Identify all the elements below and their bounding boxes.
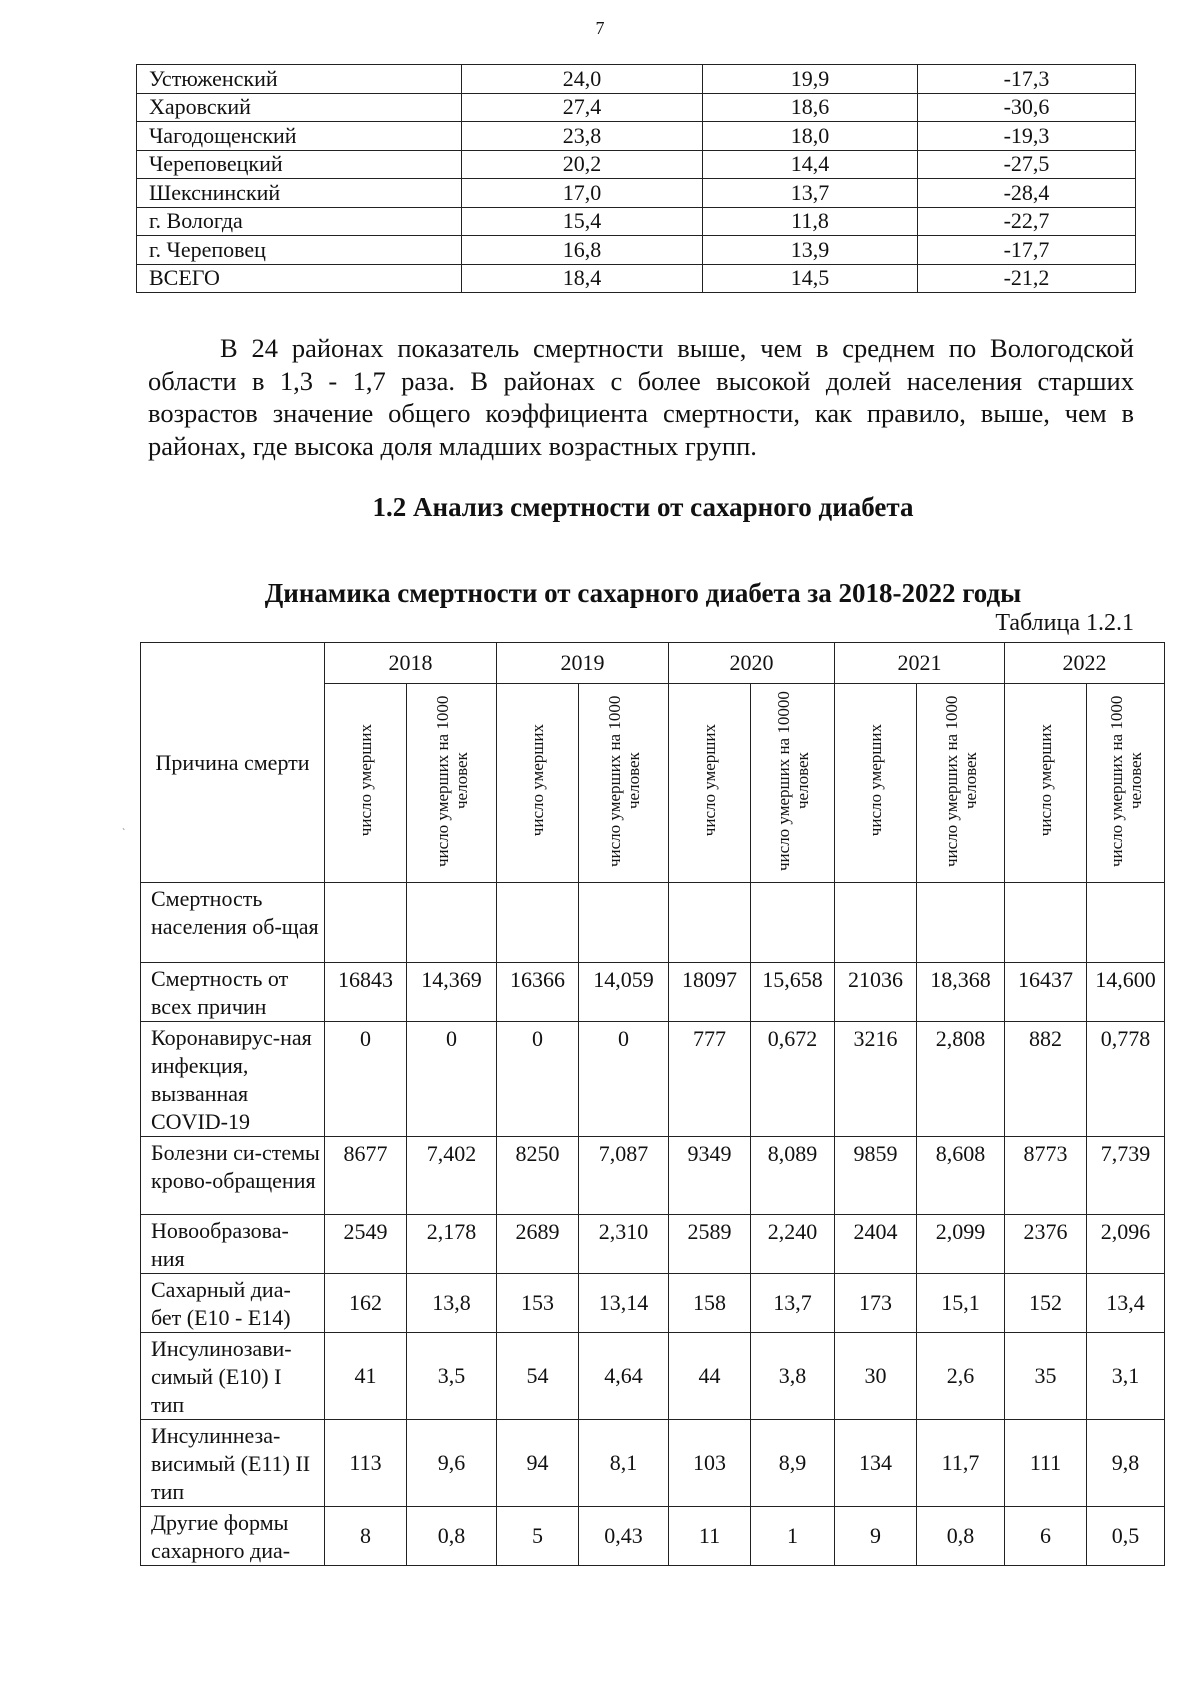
value-cell: 8,9 (751, 1420, 835, 1507)
cause-cell: Смертность населения об-щая (141, 883, 325, 963)
table-cell: 19,9 (703, 65, 918, 94)
sub-header-label: число умерших (866, 724, 885, 837)
year-header: 2018 (325, 643, 497, 684)
sub-header (407, 684, 497, 883)
value-cell: 8677 (325, 1137, 407, 1215)
table-cell: -30,6 (918, 93, 1136, 122)
year-header: 2022 (1005, 643, 1165, 684)
year-header: 2021 (835, 643, 1005, 684)
diabetes-table-body (141, 883, 1165, 1566)
sub-header-label: число умерших (700, 724, 719, 837)
sub-header (751, 684, 835, 883)
value-cell: 16437 (1005, 963, 1087, 1022)
value-cell: 8 (325, 1507, 407, 1566)
value-cell: 2,240 (751, 1215, 835, 1274)
table-cell: -19,3 (918, 122, 1136, 151)
value-cell: 15,1 (917, 1274, 1005, 1333)
value-cell: 2549 (325, 1215, 407, 1274)
table-title: Динамика смертности от сахарного диабета за 2018-2022 годы (264, 578, 1022, 608)
value-cell (497, 883, 579, 963)
cause-cell: Инсулиннеза-висимый (Е11) II тип (141, 1420, 325, 1507)
value-cell: 2,099 (917, 1215, 1005, 1274)
value-cell: 9,8 (1087, 1420, 1165, 1507)
value-cell (1087, 883, 1165, 963)
value-cell: 0,8 (407, 1507, 497, 1566)
value-cell: 11,7 (917, 1420, 1005, 1507)
page-number: 7 (595, 18, 605, 38)
value-cell: 113 (325, 1420, 407, 1507)
value-cell: 18,368 (917, 963, 1005, 1022)
value-cell: 18097 (669, 963, 751, 1022)
cause-cell: Другие формы сахарного диа- (141, 1507, 325, 1566)
year-header: 2019 (497, 643, 669, 684)
table-row (141, 1137, 1165, 1215)
value-cell: 44 (669, 1333, 751, 1420)
table-row (141, 1274, 1165, 1333)
value-cell: 3,8 (751, 1333, 835, 1420)
value-cell (407, 883, 497, 963)
value-cell: 11 (669, 1507, 751, 1566)
table-cell: 16,8 (462, 236, 703, 265)
sub-header (669, 684, 751, 883)
table-cell: 13,9 (703, 236, 918, 265)
value-cell: 7,087 (579, 1137, 669, 1215)
value-cell: 6 (1005, 1507, 1087, 1566)
sub-header-label: число умерших на 1000 человек (941, 694, 980, 867)
value-cell (751, 883, 835, 963)
value-cell: 5 (497, 1507, 579, 1566)
district-mortality-table (136, 64, 1136, 293)
value-cell: 2404 (835, 1215, 917, 1274)
value-cell: 103 (669, 1420, 751, 1507)
value-cell: 4,64 (579, 1333, 669, 1420)
table-cell: 15,4 (462, 207, 703, 236)
value-cell: 13,8 (407, 1274, 497, 1333)
table-row (141, 963, 1165, 1022)
cause-cell: Сахарный диа-бет (Е10 - Е14) (141, 1274, 325, 1333)
value-cell: 0 (407, 1022, 497, 1137)
value-cell: 0,43 (579, 1507, 669, 1566)
table-row (137, 150, 1136, 179)
value-cell: 134 (835, 1420, 917, 1507)
sub-header-label: число умерших на 10000 человек (773, 690, 812, 871)
table-cell: -22,7 (918, 207, 1136, 236)
value-cell: 882 (1005, 1022, 1087, 1137)
value-cell: 8773 (1005, 1137, 1087, 1215)
table-row (137, 179, 1136, 208)
value-cell: 2376 (1005, 1215, 1087, 1274)
value-cell: 15,658 (751, 963, 835, 1022)
table-row (141, 1420, 1165, 1507)
value-cell: 0 (497, 1022, 579, 1137)
district-name: г. Череповец (137, 236, 462, 265)
table-cell: 24,0 (462, 65, 703, 94)
value-cell: 162 (325, 1274, 407, 1333)
table-cell: 23,8 (462, 122, 703, 151)
value-cell: 2,6 (917, 1333, 1005, 1420)
table-cell: -17,3 (918, 65, 1136, 94)
sub-header-label: число умерших (356, 724, 375, 837)
body-paragraph: В 24 районах показатель смертности выше, чем в среднем по Вологодской области в 1,3 - 1,7 раза. В районах с более высокой долей населения старших возрастов значение общего коэффициента смертности, как правило, выше, чем в районах, где высока доля младших возрастных групп. (148, 333, 1134, 461)
value-cell: 153 (497, 1274, 579, 1333)
table-cell: -17,7 (918, 236, 1136, 265)
district-name: Чагодощенский (137, 122, 462, 151)
value-cell (579, 883, 669, 963)
table-row (137, 264, 1136, 293)
cause-cell: Инсулинозави-симый (Е10) I тип (141, 1333, 325, 1420)
value-cell: 777 (669, 1022, 751, 1137)
value-cell: 94 (497, 1420, 579, 1507)
year-header: 2020 (669, 643, 835, 684)
sub-header (1087, 684, 1165, 883)
table-row (141, 1215, 1165, 1274)
table-number: Таблица 1.2.1 (995, 610, 1134, 636)
cause-header: Причина смерти (141, 643, 325, 883)
table-cell: 18,4 (462, 264, 703, 293)
sub-header (835, 684, 917, 883)
sub-header-label: число умерших (528, 724, 547, 837)
value-cell: 13,7 (751, 1274, 835, 1333)
table-row (137, 122, 1136, 151)
sub-header-label: число умерших на 1000 человек (432, 694, 471, 867)
sub-header-label: число умерших (1036, 724, 1055, 837)
table-cell: 11,8 (703, 207, 918, 236)
value-cell (325, 883, 407, 963)
table-cell: 27,4 (462, 93, 703, 122)
cause-cell: Новообразова-ния (141, 1215, 325, 1274)
value-cell: 152 (1005, 1274, 1087, 1333)
table-row (137, 93, 1136, 122)
value-cell: 9349 (669, 1137, 751, 1215)
value-cell: 16843 (325, 963, 407, 1022)
value-cell: 3,5 (407, 1333, 497, 1420)
value-cell: 9,6 (407, 1420, 497, 1507)
value-cell: 7,739 (1087, 1137, 1165, 1215)
table-cell: 14,5 (703, 264, 918, 293)
value-cell (669, 883, 751, 963)
cause-cell: Коронавирус-ная инфекция, вызванная COVID-19 (141, 1022, 325, 1137)
value-cell: 111 (1005, 1420, 1087, 1507)
value-cell: 30 (835, 1333, 917, 1420)
value-cell: 158 (669, 1274, 751, 1333)
value-cell: 9 (835, 1507, 917, 1566)
district-name: Устюженский (137, 65, 462, 94)
value-cell: 21036 (835, 963, 917, 1022)
district-name: Шекснинский (137, 179, 462, 208)
value-cell: 0 (579, 1022, 669, 1137)
value-cell: 41 (325, 1333, 407, 1420)
value-cell: 0 (325, 1022, 407, 1137)
value-cell: 2,178 (407, 1215, 497, 1274)
value-cell: 1 (751, 1507, 835, 1566)
district-name: г. Вологда (137, 207, 462, 236)
sub-header-label: число умерших на 1000 человек (604, 694, 643, 867)
value-cell: 2589 (669, 1215, 751, 1274)
district-name: Череповецкий (137, 150, 462, 179)
value-cell: 3,1 (1087, 1333, 1165, 1420)
table-cell: 17,0 (462, 179, 703, 208)
stray-mark: ` (122, 828, 126, 839)
table-cell: 20,2 (462, 150, 703, 179)
value-cell: 54 (497, 1333, 579, 1420)
sub-header (497, 684, 579, 883)
table-cell: -28,4 (918, 179, 1136, 208)
table-row (141, 1507, 1165, 1566)
table-cell: 18,0 (703, 122, 918, 151)
value-cell: 35 (1005, 1333, 1087, 1420)
value-cell: 13,14 (579, 1274, 669, 1333)
value-cell: 7,402 (407, 1137, 497, 1215)
value-cell: 3216 (835, 1022, 917, 1137)
table-cell: 18,6 (703, 93, 918, 122)
value-cell: 0,8 (917, 1507, 1005, 1566)
value-cell: 2,808 (917, 1022, 1005, 1137)
table-cell: -27,5 (918, 150, 1136, 179)
sub-header (917, 684, 1005, 883)
value-cell (917, 883, 1005, 963)
diabetes-mortality-table (140, 642, 1165, 1566)
table-cell: 13,7 (703, 179, 918, 208)
table-row (137, 207, 1136, 236)
table-row (141, 1333, 1165, 1420)
value-cell: 2689 (497, 1215, 579, 1274)
sub-header (579, 684, 669, 883)
header-row-years (141, 643, 1165, 684)
value-cell: 2,310 (579, 1215, 669, 1274)
sub-header-label: число умерших на 1000 человек (1106, 694, 1145, 867)
value-cell: 14,600 (1087, 963, 1165, 1022)
value-cell: 8250 (497, 1137, 579, 1215)
table-row (141, 883, 1165, 963)
cause-cell: Смертность от всех причин (141, 963, 325, 1022)
cause-cell: Болезни си-стемы крово-обращения (141, 1137, 325, 1215)
value-cell: 0,778 (1087, 1022, 1165, 1137)
value-cell: 9859 (835, 1137, 917, 1215)
table-row (141, 1022, 1165, 1137)
value-cell: 0,672 (751, 1022, 835, 1137)
table-cell: -21,2 (918, 264, 1136, 293)
value-cell: 8,608 (917, 1137, 1005, 1215)
district-name: Харовский (137, 93, 462, 122)
value-cell: 13,4 (1087, 1274, 1165, 1333)
sub-header (1005, 684, 1087, 883)
district-name: ВСЕГО (137, 264, 462, 293)
value-cell (835, 883, 917, 963)
value-cell (1005, 883, 1087, 963)
table-row (137, 236, 1136, 265)
value-cell: 0,5 (1087, 1507, 1165, 1566)
value-cell: 173 (835, 1274, 917, 1333)
table-cell: 14,4 (703, 150, 918, 179)
table-row (137, 65, 1136, 94)
sub-header (325, 684, 407, 883)
value-cell: 14,369 (407, 963, 497, 1022)
value-cell: 16366 (497, 963, 579, 1022)
value-cell: 14,059 (579, 963, 669, 1022)
value-cell: 8,1 (579, 1420, 669, 1507)
value-cell: 8,089 (751, 1137, 835, 1215)
section-heading: 1.2 Анализ смертности от сахарного диабета (372, 492, 914, 522)
value-cell: 2,096 (1087, 1215, 1165, 1274)
